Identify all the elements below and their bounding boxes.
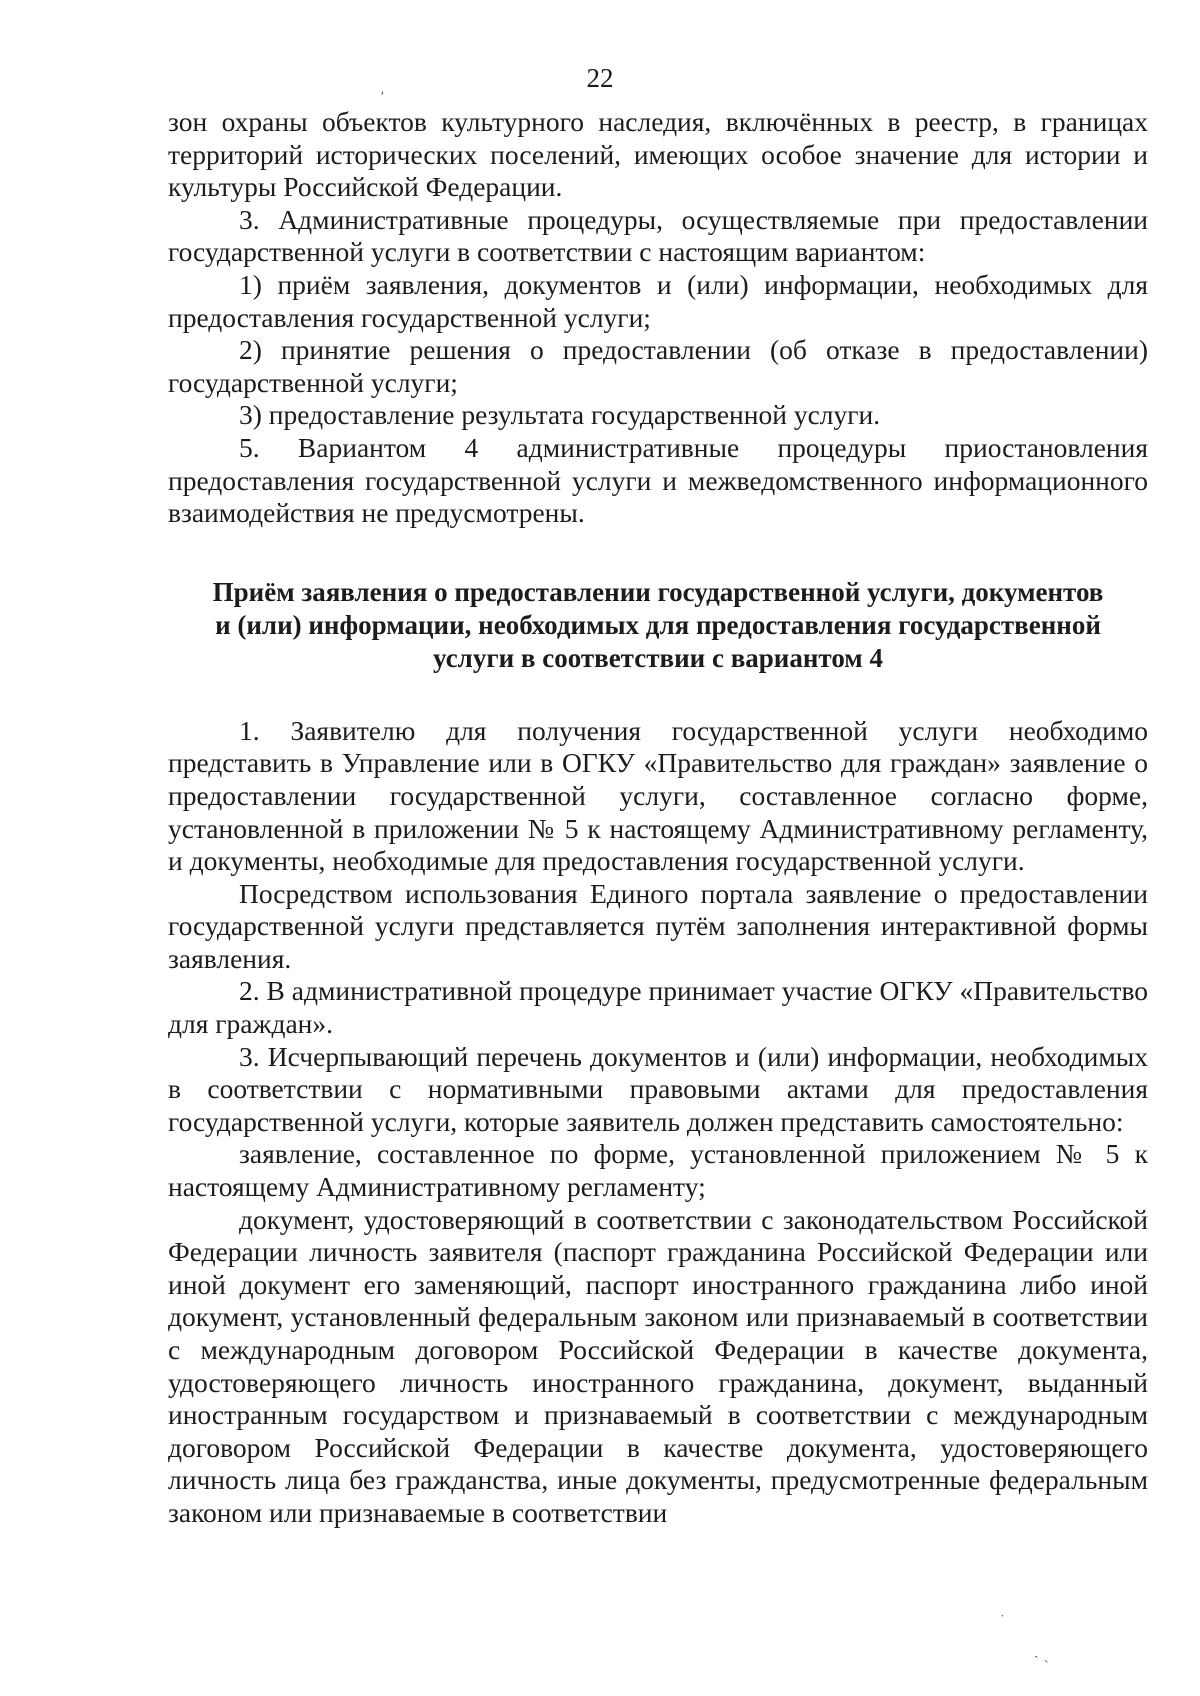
list-item-2: 2) принятие решения о предоставлении (об отказе в предоставлении) государственной услуги; bbox=[168, 334, 1148, 398]
scan-mark: ˙ bbox=[1000, 1613, 1005, 1628]
paragraph-portal: Посредством использования Единого портала заявление о предоставлении государственной услуги представляется путём заполнения интерактивной формы заявления. bbox=[168, 877, 1148, 974]
spacer bbox=[168, 675, 1148, 715]
section-heading bbox=[168, 576, 1148, 675]
scan-mark: ʹ bbox=[381, 90, 385, 105]
list-item-1: 1) приём заявления, документов и (или) информации, необходимых для предоставления государственной услуги; bbox=[168, 268, 1148, 333]
paragraph-continuation: зон охраны объектов культурного наследия, включённых в реестр, в границах территорий исторических поселений, имеющих особое значение для истории и культуры Российской Федерации. bbox=[168, 106, 1148, 203]
paragraph-documents-list: 3. Исчерпывающий перечень документов и (или) информации, необходимых в соответствии с нормативными правовыми актами для предоставления государственной услуги, которые заявитель должен представить самостоятельно: bbox=[168, 1040, 1148, 1137]
paragraph-participant: 2. В административной процедуре принимает участие ОГКУ «Правительство для граждан». bbox=[168, 975, 1148, 1040]
paragraph-variant-4: 5. Вариантом 4 административные процедуры приостановления предоставления государственной услуги и межведомственного информационного взаимодействия не предусмотрены. bbox=[168, 431, 1148, 529]
list-item-application: заявление, составленное по форме, установленной приложением № 5 к настоящему Административному регламенту; bbox=[168, 1138, 1148, 1203]
section-heading-line-1: Приём заявления о предоставлении государственной услуги, документов bbox=[212, 576, 1104, 607]
paragraph-applicant: 1. Заявителю для получения государственной услуги необходимо представить в Управление или в ОГКУ «Правительство для граждан» заявление о предоставлении государственной услуги, составленное согласно форме, установленной в приложении № 5 к настоящему Административному регламенту, и документы, необходимые для предоставления государственной услуги. bbox=[168, 714, 1148, 877]
page-number: 22 bbox=[586, 63, 614, 93]
scan-mark: ˋ bbox=[1044, 1659, 1049, 1674]
paragraph-procedures: 3. Административные процедуры, осуществляемые при предоставлении государственной услуги в соответствии с настоящим вариантом: bbox=[168, 203, 1148, 268]
document-body bbox=[168, 106, 1148, 1530]
list-item-identity-document: документ, удостоверяющий в соответствии с законодательством Российской Федерации личность заявителя (паспорт гражданина Российской Федерации или иной документ его заменяющий, паспорт иностранного гражданина либо иной документ, установленный федеральным законом или признаваемый в соответствии с международным договором Российской Федерации в качестве документа, удостоверяющего личность иностранного гражданина, документ, выданный иностранным государством и признаваемый в соответствии с международным договором Российской Федерации в качестве документа, удостоверяющего личность лица без гражданства, иные документы, предусмотренные федеральным законом или признаваемые в соответствии bbox=[168, 1203, 1148, 1528]
section-heading-line-2: и (или) информации, необходимых для предоставления государственной bbox=[215, 609, 1101, 640]
scan-mark: ˎ bbox=[1034, 1644, 1039, 1659]
section-heading-line-3: услуги в соответствии с вариантом 4 bbox=[433, 642, 883, 673]
list-item-3: 3) предоставление результата государственной услуги. bbox=[239, 399, 881, 431]
